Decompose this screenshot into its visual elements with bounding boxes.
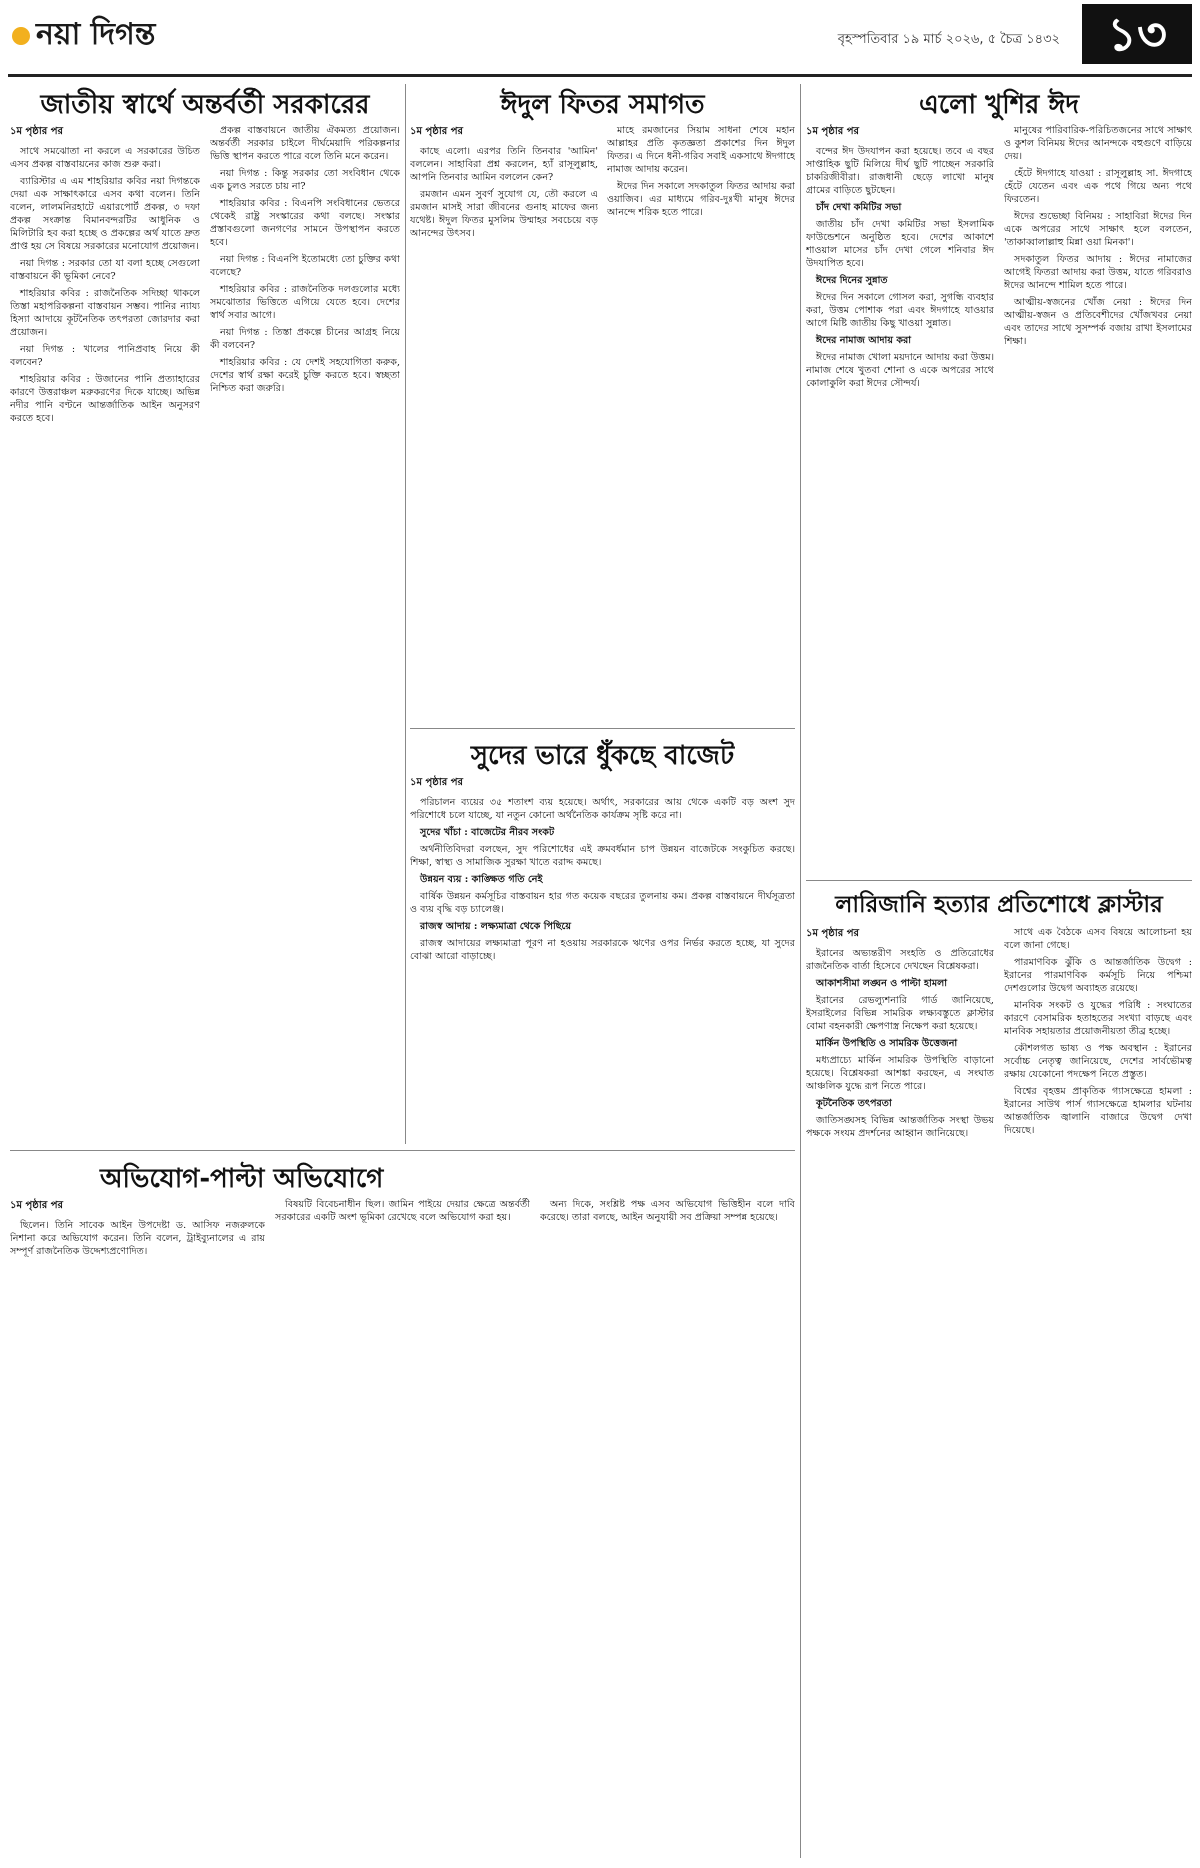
story-paragraph: বিষয়টি বিবেচনাধীন ছিল। জামিন পাইয়ে দেয়ার ক্ষেত্রে অন্তর্বর্তী সরকারের একটি অংশ ভূমিকা রেখেছে বলে অভিযোগ করা হয়। [275,1199,530,1223]
continued-label: ১ম পৃষ্ঠার পর [806,928,859,939]
story-column [210,124,400,1144]
story-paragraph: পরিচালন ব্যয়ের ৩৫ শতাংশ ব্যয় হয়েছে। অর্থাৎ, সরকারের আয় থেকে একটি বড় অংশ সুদ পরিশোধে চলে যাচ্ছে, যা নতুন কোনো অর্থনৈতিক কার্যক্রম সৃষ্টি করে না। [410,797,795,821]
story-eid-congregation [410,84,795,724]
story-paragraph: ছিলেন। তিনি সাবেক আইন উপদেষ্টা ড. আসিফ নজরুলকে নিশানা করে অভিযোগ করেন। তিনি বলেন, ট্রাইব্যুনালের এ রায় সম্পূর্ণ রাজনৈতিক উদ্দেশ্যপ্রণোদিত। [10,1220,265,1257]
story-paragraph: শাহরিয়ার কবির : বিএনপি সংবিধানের ভেতরে থেকেই রাষ্ট্র সংস্কারের কথা বলছে। সংস্কার প্রস্তাবগুলো জনগণের সামনে উপস্থাপন করতে হবে। [210,198,400,248]
story-subhead: মার্কিন উপস্থিতি ও সামরিক উত্তেজনা [816,1038,958,1049]
continued-label: ১ম পৃষ্ঠার পর [10,1200,63,1211]
story-paragraph: অর্থনীতিবিদরা বলছেন, সুদ পরিশোধের এই ক্রমবর্ধমান চাপ উন্নয়ন বাজেটকে সংকুচিত করছে। শিক্ষা, স্বাস্থ্য ও সামাজিক সুরক্ষা খাতে বরাদ্দ কমছে। [410,844,795,868]
story-headline: সুদের ভারে ধুঁকছে বাজেট [470,741,735,771]
continued-label: ১ম পৃষ্ঠার পর [410,126,463,137]
story-headline: লারিজানি হত্যার প্রতিশোধে ক্লাস্টার [835,892,1163,918]
story-paragraph: ব্যারিস্টার এ এম শাহরিয়ার কবির নয়া দিগন্তকে দেয়া এক সাক্ষাৎকারে এসব কথা বলেন। তিনি বলেন, লালমনিরহাটে এয়ারপোর্ট প্রকল্প, ৩ দফা প্রকল্প সংক্রান্ত বিমানবন্দরটির আধুনিক ও মিলিটারি হব করা হচ্ছে ও প্রকল্পের অর্থ যাতে দ্রুত প্রাপ্ত হয় সে বিষয়ে সরকারের মনোযোগ প্রয়োজন। [10,176,200,252]
story-subhead: উন্নয়ন ব্যয় : কাঙ্ক্ষিত গতি নেই [420,874,543,885]
story-paragraph: শাহরিয়ার কবির : রাজনৈতিক দলগুলোর মধ্যে সমঝোতার ভিত্তিতে এগিয়ে যেতে হবে। দেশের স্বার্থ সবার আগে। [210,284,400,321]
story-headline: এলো খুশির ঈদ [918,90,1080,120]
story-budget [410,735,795,1145]
story-paragraph: শাহরিয়ার কবির : যে দেশই সহযোগিতা করুক, দেশের স্বার্থ রক্ষা করেই চুক্তি করতে হবে। স্বচ্ছতা নিশ্চিত করা জরুরি। [210,357,400,394]
story-column [806,926,994,1856]
logo-text: নয়া দিগন্ত [36,17,156,52]
story-column [607,124,795,724]
story-paragraph: জাতীয় চাঁদ দেখা কমিটির সভা ইসলামিক ফাউন্ডেশনে অনুষ্ঠিত হবে। দেশের আকাশে শাওয়াল মাসের চাঁদ দেখা গেলে শনিবার ঈদ উদযাপিত হবে। [806,219,994,269]
story-headline: জাতীয় স্বার্থে অন্তর্বর্তী সরকারের [40,90,370,120]
story-paragraph: সাথে এক বৈঠকে এসব বিষয়ে আলোচনা হয় বলে জানা গেছে। [1004,927,1192,951]
story-paragraph: ইরানের রেভল্যুশনারি গার্ড জানিয়েছে, ইসরাইলের বিভিন্ন সামরিক লক্ষ্যবস্তুতে ক্লাস্টার বোমা বহনকারী ক্ষেপণাস্ত্র নিক্ষেপ করা হয়েছে। [806,995,994,1032]
story-paragraph: নয়া দিগন্ত : সরকার তো যা বলা হচ্ছে সেগুলো বাস্তবায়নে কী ভূমিকা নেবে? [10,258,200,282]
story-subhead: ঈদের দিনের সুন্নাত [816,275,888,286]
story-column [10,1198,265,1848]
story-paragraph: প্রকল্প বাস্তবায়নে জাতীয় ঐকমত্য প্রয়োজন। অন্তর্বর্তী সরকার চাইলে দীর্ঘমেয়াদি পরিকল্পনার ভিত্তি স্থাপন করতে পারে বলে তিনি মনে করেন। [210,125,400,162]
story-paragraph: হেঁটে ঈদগাহে যাওয়া : রাসূলুল্লাহ সা. ঈদগাহে হেঁটে যেতেন এবং এক পথে গিয়ে অন্য পথে ফিরতেন। [1004,168,1192,205]
story-paragraph: রমজান এমন সুবর্ণ সুযোগ যে, তৌ করলে এ রমজান মাসই সারা জীবনের গুনাহ মাফের জন্য যথেষ্ট। ঈদুল ফিতর মুসলিম উম্মাহর সবচেয়ে বড় আনন্দের উৎসব। [410,189,598,239]
story-subhead: আকাশসীমা লঙ্ঘন ও পাল্টা হামলা [816,978,948,989]
masthead [0,0,1200,72]
story-eid-joy [806,84,1192,874]
story-larijani [806,886,1192,1858]
story-subhead: রাজস্ব আদায় : লক্ষ্যমাত্রা থেকে পিছিয়ে [420,921,572,932]
column-divider [800,84,801,1858]
continued-label: ১ম পৃষ্ঠার পর [10,126,63,137]
story-subhead: সুদের খাঁচা : বাজেটের নীরব সংকট [420,827,555,838]
story-paragraph: বার্ষিক উন্নয়ন কর্মসূচির বাস্তবায়ন হার গত কয়েক বছরের তুলনায় কম। প্রকল্প বাস্তবায়নে দীর্ঘসূত্রতা ও ব্যয় বৃদ্ধি বড় চ্যালেঞ্জ। [410,891,795,915]
story-paragraph: শাহরিয়ার কবির : উজানের পানি প্রত্যাহারের কারণে উত্তরাঞ্চল মরুকরণের দিকে যাচ্ছে। অভিন্ন নদীর পানি বণ্টনে আন্তর্জাতিক আইন অনুসরণ করতে হবে। [10,374,200,424]
story-paragraph: সদকাতুল ফিতর আদায় : ঈদের নামাজের আগেই ফিতরা আদায় করা উত্তম, যাতে গরিবরাও ঈদের আনন্দে শামিল হতে পারে। [1004,254,1192,291]
sun-icon [12,27,30,45]
story-column [275,1198,530,1848]
story-subhead: কূটনৈতিক তৎপরতা [816,1098,892,1109]
story-paragraph: মানবিক সংকট ও যুদ্ধের পরিধি : সংঘাতের কারণে বেসামরিক হতাহতের সংখ্যা বাড়ছে এবং মানবিক সহায়তার প্রয়োজনীয়তা তীব্র হচ্ছে। [1004,1000,1192,1037]
story-divider [806,880,1192,881]
story-paragraph: নয়া দিগন্ত : বিএনপি ইতোমধ্যে তো চুক্তির কথা বলেছে? [210,254,400,278]
story-accusations [10,1158,795,1858]
story-paragraph: কৌশলগত ভাষ্য ও পক্ষ অবস্থান : ইরানের সর্বোচ্চ নেতৃত্ব জানিয়েছে, দেশের সার্বভৌমত্ব রক্ষায় যেকোনো পদক্ষেপ নিতে প্রস্তুত। [1004,1043,1192,1080]
story-paragraph: ঈদের দিন সকালে গোসল করা, সুগন্ধি ব্যবহার করা, উত্তম পোশাক পরা এবং ঈদগাহে যাওয়ার আগে মিষ্টি জাতীয় কিছু খাওয়া সুন্নাত। [806,292,994,329]
dateline: বৃহস্পতিবার ১৯ মার্চ ২০২৬, ৫ চৈত্র ১৪৩২ [837,32,1060,47]
story-subhead: চাঁদ দেখা কমিটির সভা [816,202,902,213]
story-paragraph: অন্য দিকে, সংশ্লিষ্ট পক্ষ এসব অভিযোগ ভিত্তিহীন বলে দাবি করেছে। তারা বলছে, আইন অনুযায়ী সব প্রক্রিয়া সম্পন্ন হয়েছে। [540,1199,795,1223]
story-paragraph: পারমাণবিক ঝুঁকি ও আন্তর্জাতিক উদ্বেগ : ইরানের পারমাণবিক কর্মসূচি নিয়ে পশ্চিমা দেশগুলোর উদ্বেগ অব্যাহত রয়েছে। [1004,957,1192,994]
story-paragraph: মধ্যপ্রাচ্যে মার্কিন সামরিক উপস্থিতি বাড়ানো হয়েছে। বিশ্লেষকরা আশঙ্কা করছেন, এ সংঘাত আঞ্চলিক যুদ্ধে রূপ নিতে পারে। [806,1055,994,1092]
continued-label: ১ম পৃষ্ঠার পর [410,777,463,788]
story-column [1004,926,1192,1856]
story-paragraph: বন্দের ঈদ উদযাপন করা হয়েছে। তবে এ বছর সাপ্তাহিক ছুটি মিলিয়ে দীর্ঘ ছুটি পাচ্ছেন সরকারি চাকরিজীবীরা। রাজধানী ছেড়ে লাখো মানুষ গ্রামের বাড়িতে ছুটছেন। [806,146,994,196]
story-paragraph: নয়া দিগন্ত : কিন্তু সরকার তো সংবিধান থেকে এক চুলও সরতে চায় না? [210,168,400,192]
continued-label: ১ম পৃষ্ঠার পর [806,126,859,137]
story-column [1004,124,1192,874]
story-paragraph: ঈদের দিন সকালে সদকাতুল ফিতর আদায় করা ওয়াজিব। এর মাধ্যমে গরিব-দুঃখী মানুষ ঈদের আনন্দে শরিক হতে পারে। [607,181,795,218]
column-divider [405,84,406,1144]
story-paragraph: কাছে এলো। এরপর তিনি তিনবার 'আমিন' বললেন। সাহাবিরা প্রশ্ন করলেন, হ্যাঁ রাসূলুল্লাহ, আপনি তিনবার আমিন বললেন কেন? [410,146,598,183]
story-paragraph: জাতিসঙ্ঘসহ বিভিন্ন আন্তর্জাতিক সংস্থা উভয় পক্ষকে সংযম প্রদর্শনের আহ্বান জানিয়েছে। [806,1115,994,1139]
masthead-rule [8,74,1192,77]
story-paragraph: ঈদের শুভেচ্ছা বিনিময় : সাহাবিরা ঈদের দিন একে অপরের সাথে সাক্ষাৎ হলে বলতেন, 'তাকাব্বালাল্লাহু মিন্না ওয়া মিনকা'। [1004,211,1192,248]
story-column [540,1198,795,1848]
story-column [410,775,795,1145]
newspaper-logo[interactable] [12,10,155,61]
story-paragraph: শাহরিয়ার কবির : রাজনৈতিক সদিচ্ছা থাকলে তিস্তা মহাপরিকল্পনা বাস্তবায়ন সম্ভব। পানির ন্যায্য হিস্যা আদায়ে কূটনৈতিক তৎপরতা জোরদার করা প্রয়োজন। [10,288,200,338]
story-column [10,124,200,1144]
story-headline: অভিযোগ-পাল্টা অভিযোগে [100,1164,384,1194]
story-paragraph: সাথে সমঝোতা না করলে এ সরকারের উচিত এসব প্রকল্প বাস্তবায়নের কাজ শুরু করা। [10,146,200,170]
story-divider [410,728,795,729]
story-paragraph: নয়া দিগন্ত : তিস্তা প্রকল্পে চীনের আগ্রহ নিয়ে কী বলবেন? [210,327,400,351]
story-divider [10,1150,795,1151]
story-national-interest [10,84,400,1144]
story-paragraph: আত্মীয়-স্বজনের খোঁজ নেয়া : ঈদের দিন আত্মীয়-স্বজন ও প্রতিবেশীদের খোঁজখবর নেয়া এবং তাদের সাথে সুসম্পর্ক বজায় রাখা ইসলামের শিক্ষা। [1004,297,1192,347]
story-paragraph: মাহে রমজানের সিয়াম সাধনা শেষে মহান আল্লাহর প্রতি কৃতজ্ঞতা প্রকাশের দিন ঈদুল ফিতর। এ দিনে ধনী-গরিব সবাই একসাথে ঈদগাহে নামাজ আদায় করেন। [607,125,795,175]
story-paragraph: ঈদের নামাজ খোলা ময়দানে আদায় করা উত্তম। নামাজ শেষে খুতবা শোনা ও একে অপরের সাথে কোলাকুলি করা ঈদের সৌন্দর্য। [806,352,994,389]
story-subhead: ঈদের নামাজ আদায় করা [816,335,912,346]
story-headline: ঈদুল ফিতর সমাগত [500,90,705,120]
story-paragraph: ইরানের অভ্যন্তরীণ সংহতি ও প্রতিরোধের রাজনৈতিক বার্তা হিসেবে দেখছেন বিশ্লেষকরা। [806,948,994,972]
story-paragraph: মানুষের পারিবারিক-পরিচিতজনের সাথে সাক্ষাৎ ও কুশল বিনিময় ঈদের আনন্দকে বহুগুণে বাড়িয়ে দেয়। [1004,125,1192,162]
story-column [806,124,994,874]
story-paragraph: বিশ্বের বৃহত্তম প্রাকৃতিক গ্যাসক্ষেত্রে হামলা : ইরানের সাউথ পার্স গ্যাসক্ষেত্রে হামলার ঘটনায় আন্তর্জাতিক জ্বালানি বাজারে উদ্বেগ দেখা দিয়েছে। [1004,1086,1192,1136]
story-column [410,124,598,724]
page-number-badge: ১৩ [1082,4,1192,64]
story-paragraph: নয়া দিগন্ত : খালের পানিপ্রবাহ নিয়ে কী বলবেন? [10,344,200,368]
story-paragraph: রাজস্ব আদায়ের লক্ষ্যমাত্রা পূরণ না হওয়ায় সরকারকে ঋণের ওপর নির্ভর করতে হচ্ছে, যা সুদের বোঝা আরো বাড়াচ্ছে। [410,938,795,962]
